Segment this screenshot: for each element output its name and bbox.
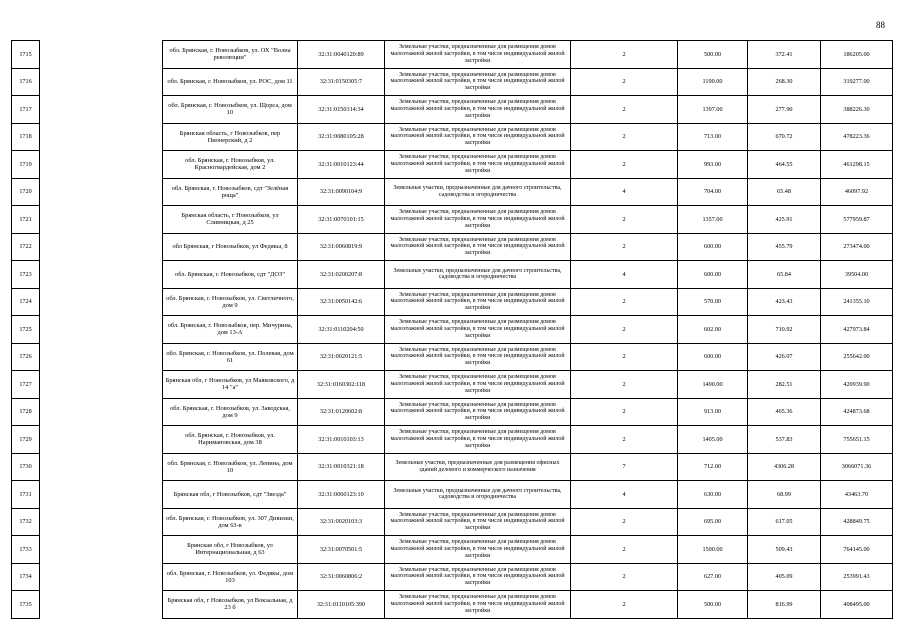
- empty-cell: [40, 398, 163, 426]
- specific-value-cell: 268.30: [748, 68, 821, 96]
- cadastral-value-cell: 39504.00: [821, 261, 893, 289]
- row-number-cell: 1729: [12, 426, 40, 454]
- use-group-cell: 2: [571, 591, 678, 619]
- specific-value-cell: 65.84: [748, 261, 821, 289]
- use-group-cell: 2: [571, 371, 678, 399]
- address-cell: обл. Брянская, г. Новозыбков, ул. Щорса, дом 10: [163, 96, 298, 124]
- table-row: [12, 316, 893, 344]
- permitted-use-cell: Земельные участки, предназначенные для размещения домов малоэтажной жилой застройки, в том числе индивидуальной жилой застройки: [385, 508, 571, 536]
- permitted-use-cell: Земельные участки, предназначенные для размещения домов малоэтажной жилой застройки, в том числе индивидуальной жилой застройки: [385, 316, 571, 344]
- row-number-cell: 1721: [12, 206, 40, 234]
- address-cell: Брянская область, г Новозыбков, ул Сливницкая, д 25: [163, 206, 298, 234]
- table-row: [12, 426, 893, 454]
- permitted-use-cell: Земельные участки, предназначенные для размещения домов малоэтажной жилой застройки, в том числе индивидуальной жилой застройки: [385, 123, 571, 151]
- area-cell: 1490.00: [678, 371, 748, 399]
- use-group-cell: 2: [571, 123, 678, 151]
- permitted-use-cell: Земельные участки, предназначенные для размещения офисных зданий делового и коммерческого назначения: [385, 453, 571, 481]
- area-cell: 913.00: [678, 398, 748, 426]
- cadastral-number-cell: 32:31:0060819:9: [298, 233, 385, 261]
- table-row: [12, 453, 893, 481]
- specific-value-cell: 405.09: [748, 563, 821, 591]
- address-cell: обл. Брянская, г. Новозыбков, ул. Красногвардейская, дом 2: [163, 151, 298, 179]
- row-number-cell: 1717: [12, 96, 40, 124]
- page-number: 88: [876, 20, 885, 30]
- cadastral-number-cell: 32:31:0010103:13: [298, 426, 385, 454]
- row-number-cell: 1726: [12, 343, 40, 371]
- row-number-cell: 1731: [12, 481, 40, 509]
- use-group-cell: 2: [571, 426, 678, 454]
- empty-cell: [40, 206, 163, 234]
- row-number-cell: 1718: [12, 123, 40, 151]
- cadastral-value-cell: 478223.36: [821, 123, 893, 151]
- cadastral-value-cell: 253991.43: [821, 563, 893, 591]
- permitted-use-cell: Земельные участки, предназначенные для дачного строительства, садоводства и огородничества: [385, 481, 571, 509]
- specific-value-cell: 277.90: [748, 96, 821, 124]
- row-number-cell: 1727: [12, 371, 40, 399]
- address-cell: обл. Брянская, г. Новозыбков, ул. Полевая, дом 61: [163, 343, 298, 371]
- empty-cell: [40, 481, 163, 509]
- cadastral-value-cell: 461298.15: [821, 151, 893, 179]
- address-cell: Брянская обл, г Новозыбков, ул Вокзальная, д 23 б: [163, 591, 298, 619]
- empty-cell: [40, 453, 163, 481]
- specific-value-cell: 465.36: [748, 398, 821, 426]
- address-cell: обл. Брянская, г. Новозыбков, ул. Федякы, дом 103: [163, 563, 298, 591]
- area-cell: 695.00: [678, 508, 748, 536]
- cadastral-number-cell: 32:31:0120602:8: [298, 398, 385, 426]
- empty-cell: [40, 508, 163, 536]
- use-group-cell: 4: [571, 261, 678, 289]
- row-number-cell: 1735: [12, 591, 40, 619]
- cadastral-number-cell: 32:31:0080105:28: [298, 123, 385, 151]
- row-number-cell: 1716: [12, 68, 40, 96]
- cadastral-number-cell: 32:31:0020121:5: [298, 343, 385, 371]
- empty-cell: [40, 41, 163, 69]
- table-row: [12, 508, 893, 536]
- cadastral-number-cell: 32:31:0060123:10: [298, 481, 385, 509]
- specific-value-cell: 710.92: [748, 316, 821, 344]
- specific-value-cell: 464.55: [748, 151, 821, 179]
- table-row: [12, 151, 893, 179]
- cadastral-number-cell: 32:31:0110204:50: [298, 316, 385, 344]
- cadastral-number-cell: 32:31:0090104:9: [298, 178, 385, 206]
- table-row: [12, 536, 893, 564]
- row-number-cell: 1734: [12, 563, 40, 591]
- address-cell: Брянская обл, г Новозыбков, ул Маяковского, д 14 "а": [163, 371, 298, 399]
- use-group-cell: 2: [571, 563, 678, 591]
- empty-cell: [40, 536, 163, 564]
- row-number-cell: 1730: [12, 453, 40, 481]
- area-cell: 630.00: [678, 481, 748, 509]
- use-group-cell: 7: [571, 453, 678, 481]
- empty-cell: [40, 178, 163, 206]
- table-body: [12, 41, 893, 619]
- cadastral-value-cell: 43463.70: [821, 481, 893, 509]
- empty-cell: [40, 151, 163, 179]
- table-row: [12, 96, 893, 124]
- area-cell: 627.00: [678, 563, 748, 591]
- address-cell: обл. Брянская, г. Новозыбков, ул. Заводская, дом 9: [163, 398, 298, 426]
- address-cell: обл. Брянская, г. Новозыбков, ул. Светличного, дом 9: [163, 288, 298, 316]
- address-cell: Брянская область, г Новозыбков, пер Пионерский, д 2: [163, 123, 298, 151]
- use-group-cell: 4: [571, 178, 678, 206]
- specific-value-cell: 426.07: [748, 343, 821, 371]
- area-cell: 1397.00: [678, 96, 748, 124]
- specific-value-cell: 455.79: [748, 233, 821, 261]
- use-group-cell: 2: [571, 68, 678, 96]
- row-number-cell: 1715: [12, 41, 40, 69]
- row-number-cell: 1725: [12, 316, 40, 344]
- table-row: [12, 591, 893, 619]
- area-cell: 600.00: [678, 261, 748, 289]
- cadastral-value-cell: 427973.84: [821, 316, 893, 344]
- cadastral-value-cell: 241355.10: [821, 288, 893, 316]
- area-cell: 602.00: [678, 316, 748, 344]
- specific-value-cell: 423.43: [748, 288, 821, 316]
- permitted-use-cell: Земельные участки, предназначенные для размещения домов малоэтажной жилой застройки, в том числе индивидуальной жилой застройки: [385, 206, 571, 234]
- use-group-cell: 2: [571, 233, 678, 261]
- table-row: [12, 343, 893, 371]
- empty-cell: [40, 371, 163, 399]
- table-row: [12, 288, 893, 316]
- row-number-cell: 1732: [12, 508, 40, 536]
- permitted-use-cell: Земельные участки, предназначенные для размещения домов малоэтажной жилой застройки, в том числе индивидуальной жилой застройки: [385, 591, 571, 619]
- cadastral-value-cell: 388226.30: [821, 96, 893, 124]
- address-cell: Брянская обл, г Новозыбков, сдт "Звезда": [163, 481, 298, 509]
- area-cell: 712.00: [678, 453, 748, 481]
- cadastral-value-cell: 46097.92: [821, 178, 893, 206]
- empty-cell: [40, 563, 163, 591]
- cadastral-number-cell: 32:31:0150305:7: [298, 68, 385, 96]
- specific-value-cell: 537.83: [748, 426, 821, 454]
- table-row: [12, 398, 893, 426]
- area-cell: 1405.00: [678, 426, 748, 454]
- cadastral-number-cell: 32:31:0110105:390: [298, 591, 385, 619]
- table-row: [12, 233, 893, 261]
- cadastral-value-cell: 577959.87: [821, 206, 893, 234]
- specific-value-cell: 816.99: [748, 591, 821, 619]
- specific-value-cell: 509.43: [748, 536, 821, 564]
- row-number-cell: 1728: [12, 398, 40, 426]
- cadastral-value-cell: 255642.00: [821, 343, 893, 371]
- empty-cell: [40, 591, 163, 619]
- cadastral-number-cell: 32:31:0010321:18: [298, 453, 385, 481]
- area-cell: 570.00: [678, 288, 748, 316]
- land-registry-table: [11, 40, 893, 619]
- cadastral-number-cell: 32:31:0020103:3: [298, 508, 385, 536]
- address-cell: обл Брянская, г Новозыбков, ул Федякы, 8: [163, 233, 298, 261]
- empty-cell: [40, 68, 163, 96]
- cadastral-value-cell: 273474.00: [821, 233, 893, 261]
- permitted-use-cell: Земельные участки, предназначенные для размещения домов малоэтажной жилой застройки, в том числе индивидуальной жилой застройки: [385, 68, 571, 96]
- permitted-use-cell: Земельные участки, предназначенные для размещения домов малоэтажной жилой застройки, в том числе индивидуальной жилой застройки: [385, 371, 571, 399]
- specific-value-cell: 425.91: [748, 206, 821, 234]
- row-number-cell: 1723: [12, 261, 40, 289]
- address-cell: обл. Брянская, г. Новозыбков, сдт "ДОЗ": [163, 261, 298, 289]
- address-cell: обл. Брянская, г. Новозыбков, сдт "Зелёная роща": [163, 178, 298, 206]
- address-cell: обл. Брянская, г. Новозыбков, ул. 307 Дивизии, дом 63-в: [163, 508, 298, 536]
- row-number-cell: 1720: [12, 178, 40, 206]
- cadastral-number-cell: 32:31:0150314:34: [298, 96, 385, 124]
- use-group-cell: 2: [571, 316, 678, 344]
- use-group-cell: 2: [571, 41, 678, 69]
- permitted-use-cell: Земельные участки, предназначенные для размещения домов малоэтажной жилой застройки, в том числе индивидуальной жилой застройки: [385, 288, 571, 316]
- area-cell: 500.00: [678, 41, 748, 69]
- cadastral-value-cell: 755651.15: [821, 426, 893, 454]
- address-cell: обл. Брянская, г. Новозыбков, ул. Ленина, дом 10: [163, 453, 298, 481]
- table-row: [12, 563, 893, 591]
- use-group-cell: 2: [571, 508, 678, 536]
- table-row: [12, 206, 893, 234]
- cadastral-number-cell: 32:31:0070501:5: [298, 536, 385, 564]
- permitted-use-cell: Земельные участки, предназначенные для размещения домов малоэтажной жилой застройки, в том числе индивидуальной жилой застройки: [385, 343, 571, 371]
- area-cell: 704.00: [678, 178, 748, 206]
- cadastral-number-cell: 32:31:0200207:8: [298, 261, 385, 289]
- empty-cell: [40, 426, 163, 454]
- use-group-cell: 2: [571, 288, 678, 316]
- use-group-cell: 2: [571, 398, 678, 426]
- empty-cell: [40, 96, 163, 124]
- area-cell: 1500.00: [678, 536, 748, 564]
- cadastral-number-cell: 32:31:0060806:2: [298, 563, 385, 591]
- cadastral-value-cell: 424873.68: [821, 398, 893, 426]
- specific-value-cell: 670.72: [748, 123, 821, 151]
- permitted-use-cell: Земельные участки, предназначенные для дачного строительства, садоводства и огородничества: [385, 261, 571, 289]
- area-cell: 600.00: [678, 343, 748, 371]
- use-group-cell: 2: [571, 151, 678, 179]
- permitted-use-cell: Земельные участки, предназначенные для размещения домов малоэтажной жилой застройки, в том числе индивидуальной жилой застройки: [385, 151, 571, 179]
- cadastral-number-cell: 32:31:0040120:89: [298, 41, 385, 69]
- table-row: [12, 68, 893, 96]
- specific-value-cell: 4306.28: [748, 453, 821, 481]
- address-cell: Брянская обл, г Новозыбков, ул Интернациональная, д 63: [163, 536, 298, 564]
- table-row: [12, 371, 893, 399]
- empty-cell: [40, 261, 163, 289]
- row-number-cell: 1724: [12, 288, 40, 316]
- table-row: [12, 481, 893, 509]
- table-row: [12, 178, 893, 206]
- cadastral-value-cell: 764145.00: [821, 536, 893, 564]
- row-number-cell: 1733: [12, 536, 40, 564]
- cadastral-number-cell: 32:31:0070101:15: [298, 206, 385, 234]
- permitted-use-cell: Земельные участки, предназначенные для размещения домов малоэтажной жилой застройки, в том числе индивидуальной жилой застройки: [385, 233, 571, 261]
- specific-value-cell: 68.99: [748, 481, 821, 509]
- area-cell: 500.00: [678, 591, 748, 619]
- specific-value-cell: 282.51: [748, 371, 821, 399]
- address-cell: обл. Брянская, г. Новозыбков, ул. Наримановская, дом 38: [163, 426, 298, 454]
- row-number-cell: 1722: [12, 233, 40, 261]
- permitted-use-cell: Земельные участки, предназначенные для размещения домов малоэтажной жилой застройки, в том числе индивидуальной жилой застройки: [385, 398, 571, 426]
- use-group-cell: 2: [571, 343, 678, 371]
- use-group-cell: 2: [571, 206, 678, 234]
- specific-value-cell: 372.41: [748, 41, 821, 69]
- area-cell: 1357.00: [678, 206, 748, 234]
- permitted-use-cell: Земельные участки, предназначенные для размещения домов малоэтажной жилой застройки, в том числе индивидуальной жилой застройки: [385, 563, 571, 591]
- permitted-use-cell: Земельные участки, предназначенные для размещения домов малоэтажной жилой застройки, в том числе индивидуальной жилой застройки: [385, 536, 571, 564]
- cadastral-number-cell: 32:31:0010123:44: [298, 151, 385, 179]
- use-group-cell: 2: [571, 96, 678, 124]
- cadastral-value-cell: 3066071.36: [821, 453, 893, 481]
- empty-cell: [40, 288, 163, 316]
- address-cell: обл. Брянская, г. Новозыбков, ул. ОХ "Волна революции": [163, 41, 298, 69]
- empty-cell: [40, 123, 163, 151]
- permitted-use-cell: Земельные участки, предназначенные для размещения домов малоэтажной жилой застройки, в том числе индивидуальной жилой застройки: [385, 96, 571, 124]
- table-row: [12, 41, 893, 69]
- specific-value-cell: 65.48: [748, 178, 821, 206]
- permitted-use-cell: Земельные участки, предназначенные для дачного строительства, садоводства и огородничества: [385, 178, 571, 206]
- table-row: [12, 261, 893, 289]
- permitted-use-cell: Земельные участки, предназначенные для размещения домов малоэтажной жилой застройки, в том числе индивидуальной жилой застройки: [385, 426, 571, 454]
- area-cell: 600.00: [678, 233, 748, 261]
- area-cell: 1190.00: [678, 68, 748, 96]
- cadastral-value-cell: 428849.75: [821, 508, 893, 536]
- cadastral-number-cell: 32:31:0160302:118: [298, 371, 385, 399]
- empty-cell: [40, 316, 163, 344]
- empty-cell: [40, 233, 163, 261]
- table-row: [12, 123, 893, 151]
- cadastral-value-cell: 420939.90: [821, 371, 893, 399]
- area-cell: 713.00: [678, 123, 748, 151]
- address-cell: обл. Брянская, г. Новозыбков, ул. РОС, дом 11: [163, 68, 298, 96]
- area-cell: 993.00: [678, 151, 748, 179]
- cadastral-value-cell: 408495.00: [821, 591, 893, 619]
- address-cell: обл. Брянская, г. Новозыбков, пер. Мичурина, дом 13-А: [163, 316, 298, 344]
- cadastral-value-cell: 186205.00: [821, 41, 893, 69]
- permitted-use-cell: Земельные участки, предназначенные для размещения домов малоэтажной жилой застройки, в том числе индивидуальной жилой застройки: [385, 41, 571, 69]
- row-number-cell: 1719: [12, 151, 40, 179]
- cadastral-value-cell: 319277.00: [821, 68, 893, 96]
- use-group-cell: 2: [571, 536, 678, 564]
- cadastral-number-cell: 32:31:0050142:6: [298, 288, 385, 316]
- use-group-cell: 4: [571, 481, 678, 509]
- specific-value-cell: 617.05: [748, 508, 821, 536]
- empty-cell: [40, 343, 163, 371]
